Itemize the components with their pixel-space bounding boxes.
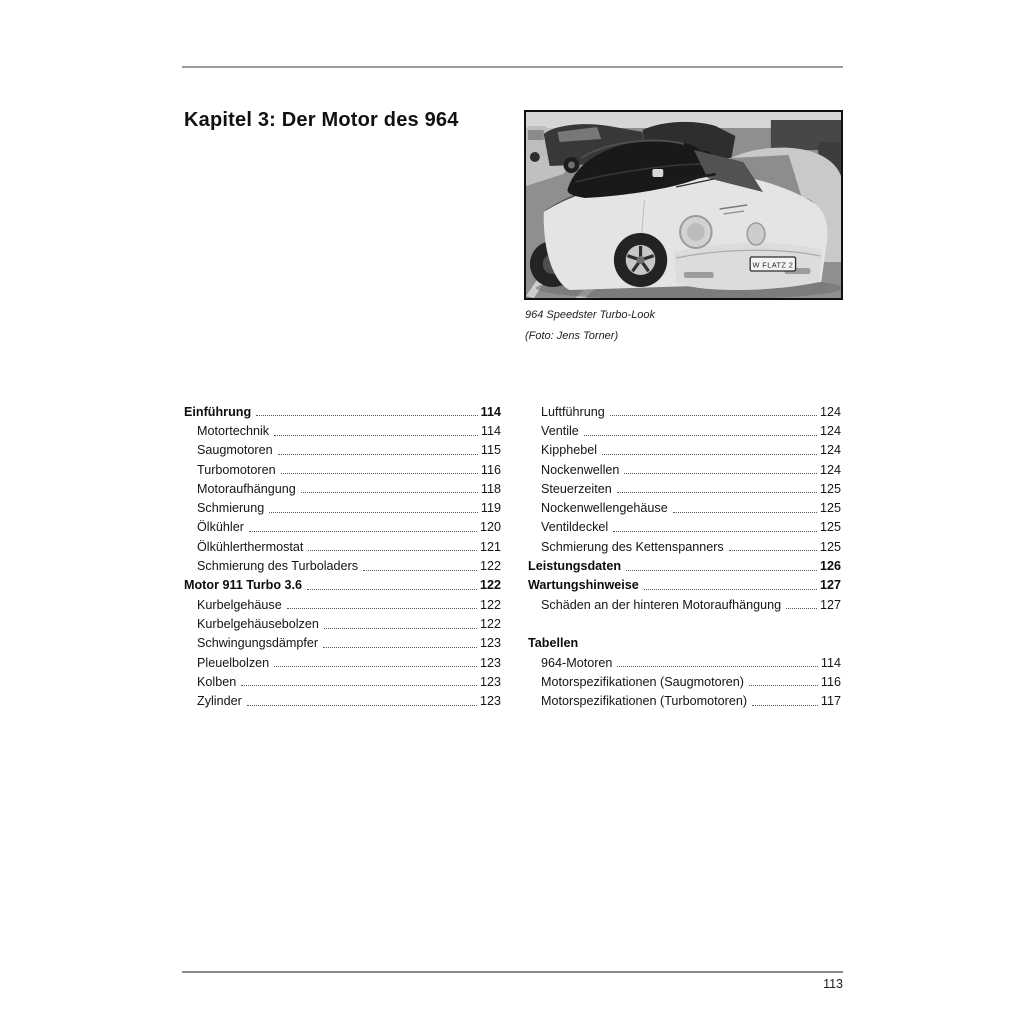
toc-entry	[528, 518, 841, 537]
toc-dotted-leader	[308, 550, 477, 551]
toc-dotted-leader	[269, 512, 478, 513]
toc-entry	[528, 460, 841, 479]
toc-entry-page: 123	[479, 674, 501, 689]
toc-entry-label: Motortechnik	[197, 424, 270, 438]
toc-entry	[184, 518, 501, 537]
toc-left-column	[184, 402, 501, 711]
license-plate-text: W FLATZ 2	[752, 260, 794, 270]
toc-entry-page: 122	[479, 559, 501, 574]
toc-entry	[528, 556, 841, 575]
toc-entry-page: 119	[480, 501, 501, 516]
toc-entry-label: Motor 911 Turbo 3.6	[184, 578, 303, 593]
toc-entry-label: 964-Motoren	[541, 655, 613, 670]
toc-dotted-leader	[610, 415, 817, 416]
toc-entry-label: Ventildeckel	[541, 520, 609, 535]
toc-entry-page: 121	[479, 539, 501, 554]
toc-entry-label: Schwingungsdämpfer	[197, 636, 319, 651]
toc-dotted-leader	[626, 570, 817, 571]
toc-entry-page: 124	[819, 443, 841, 458]
toc-entry	[184, 479, 501, 498]
photo-credit: (Foto: Jens Torner)	[525, 330, 619, 342]
toc-entry-page: 116	[820, 674, 841, 689]
toc-dotted-leader	[281, 473, 478, 474]
toc-entry-label: Pleuelbolzen	[197, 655, 270, 670]
toc-entry	[184, 421, 501, 440]
toc-entry	[184, 556, 501, 575]
photo-caption: 964 Speedster Turbo-Look	[525, 309, 656, 321]
toc-entry	[528, 498, 841, 517]
toc-entry	[528, 402, 841, 421]
toc-section-heading	[528, 634, 841, 653]
toc-entry	[184, 460, 501, 479]
toc-entry-label: Turbomotoren	[197, 462, 276, 477]
toc-dotted-leader	[673, 512, 817, 513]
side-mirror	[652, 169, 663, 177]
toc-dotted-leader	[584, 435, 817, 436]
toc-dotted-leader	[786, 608, 817, 609]
toc-dotted-leader	[247, 705, 477, 706]
toc-entry	[184, 441, 501, 460]
toc-entry	[184, 691, 501, 710]
toc-entry-page: 114	[480, 404, 501, 419]
toc-entry-label: Motorspezifikationen (Turbomotoren)	[541, 694, 748, 709]
toc-spacer	[528, 614, 841, 633]
toc-entry-page: 120	[479, 520, 501, 535]
top-rule	[182, 66, 843, 68]
chapter-title: Kapitel 3: Der Motor des 964	[184, 109, 459, 131]
page-number: 113	[823, 977, 843, 991]
toc-entry-page: 125	[819, 539, 841, 554]
toc-entry-label: Kurbelgehäusebolzen	[197, 616, 319, 631]
toc-entry	[528, 479, 841, 498]
toc-entry-page: 123	[479, 694, 501, 709]
toc-dotted-leader	[256, 415, 478, 416]
headlight-right	[747, 223, 765, 245]
toc-entry-page: 118	[480, 481, 501, 496]
toc-entry-label: Zylinder	[197, 694, 242, 709]
toc-entry-label: Schmierung	[197, 501, 265, 516]
toc-entry-page: 122	[479, 616, 501, 631]
toc-entry-label: Ölkühler	[197, 520, 244, 535]
speedster-photo	[524, 110, 843, 300]
toc-entry-label: Kurbelgehäuse	[197, 597, 282, 612]
bottom-rule	[182, 971, 843, 973]
toc-dotted-leader	[287, 608, 477, 609]
toc-entry	[528, 595, 841, 614]
toc-dotted-leader	[613, 531, 817, 532]
toc-entry-page: 117	[820, 694, 841, 709]
toc-entry-label: Luftführung	[541, 404, 605, 419]
toc-dotted-leader	[644, 589, 817, 590]
toc-entry	[184, 537, 501, 556]
toc-dotted-leader	[602, 454, 817, 455]
toc-entry-label: Motorspezifikationen (Saugmotoren)	[541, 674, 745, 689]
toc-dotted-leader	[363, 570, 477, 571]
toc-entry-page: 124	[819, 424, 841, 438]
toc-entry-label: Schmierung des Kettenspanners	[541, 539, 724, 554]
toc-entry-page: 114	[820, 655, 841, 670]
toc-entry-label: Leistungsdaten	[528, 559, 622, 574]
toc-entry-page: 123	[479, 655, 501, 670]
toc-dotted-leader	[324, 628, 477, 629]
toc-entry	[528, 653, 841, 672]
toc-entry	[184, 498, 501, 517]
toc-entry-page: 122	[479, 578, 501, 593]
toc-entry-page: 116	[480, 462, 501, 477]
toc-entry-page: 123	[479, 636, 501, 651]
toc-right-column	[528, 402, 841, 711]
toc-entry-label: Tabellen	[528, 636, 579, 651]
toc-entry	[528, 672, 841, 691]
toc-entry-label: Nockenwellen	[541, 462, 620, 477]
toc-entry-page: 127	[819, 578, 841, 593]
toc-dotted-leader	[249, 531, 477, 532]
toc-dotted-leader	[617, 492, 817, 493]
toc-entry-page: 122	[479, 597, 501, 612]
toc-entry	[528, 576, 841, 595]
toc-entry	[528, 537, 841, 556]
toc-dotted-leader	[617, 666, 818, 667]
toc-entry-page: 125	[819, 520, 841, 535]
toc-entry-label: Ventile	[541, 424, 579, 438]
toc-entry	[528, 441, 841, 460]
toc-entry	[184, 672, 501, 691]
toc-entry-label: Saugmotoren	[197, 443, 273, 458]
toc-entry	[184, 653, 501, 672]
toc-entry-label: Ölkühlerthermostat	[197, 539, 304, 554]
toc-entry	[184, 614, 501, 633]
toc-dotted-leader	[307, 589, 477, 590]
toc-entry-label: Schäden an der hinteren Motoraufhängung	[541, 597, 782, 612]
toc-entry-page: 114	[480, 424, 501, 438]
toc-dotted-leader	[323, 647, 477, 648]
toc-entry-page: 124	[819, 404, 841, 419]
toc-dotted-leader	[274, 435, 478, 436]
toc-entry	[184, 576, 501, 595]
toc-entry-label: Kipphebel	[541, 443, 598, 458]
photo-illustration	[526, 112, 841, 298]
toc-entry-label: Einführung	[184, 404, 252, 419]
toc-entry-label: Motoraufhängung	[197, 481, 296, 496]
toc-entry-label: Kolben	[197, 674, 237, 689]
toc-entry	[184, 595, 501, 614]
toc-dotted-leader	[624, 473, 817, 474]
toc-dotted-leader	[278, 454, 478, 455]
toc-dotted-leader	[274, 666, 477, 667]
toc-entry-page: 127	[819, 597, 841, 612]
toc-dotted-leader	[749, 685, 818, 686]
toc-entry-label: Nockenwellengehäuse	[541, 501, 668, 516]
toc-dotted-leader	[729, 550, 817, 551]
license-plate	[750, 257, 795, 271]
toc-dotted-leader	[301, 492, 478, 493]
toc-dotted-leader	[752, 705, 818, 706]
toc-entry-label: Steuerzeiten	[541, 481, 612, 496]
toc-dotted-leader	[241, 685, 477, 686]
toc-entry	[184, 634, 501, 653]
toc-entry-label: Wartungshinweise	[528, 578, 639, 593]
toc-entry	[528, 421, 841, 440]
toc-entry	[184, 402, 501, 421]
toc-entry-page: 125	[819, 481, 841, 496]
toc-entry-page: 115	[480, 443, 501, 458]
toc-entry-page: 126	[819, 559, 841, 574]
toc-entry-page: 124	[819, 462, 841, 477]
toc-entry-label: Schmierung des Turboladers	[197, 559, 359, 574]
toc-entry-page: 125	[819, 501, 841, 516]
toc-entry	[528, 691, 841, 710]
